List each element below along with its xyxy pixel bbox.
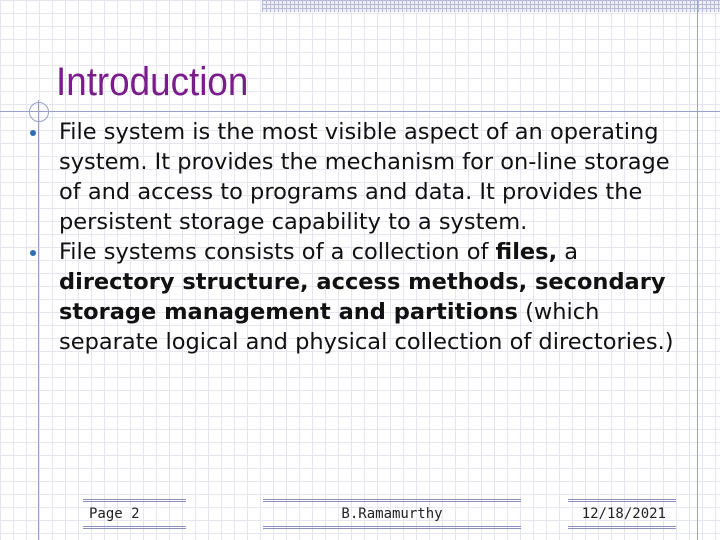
- bullet-item-2: [30, 237, 680, 357]
- footer-date: 12/18/2021: [568, 499, 676, 529]
- bullet-icon: [30, 250, 36, 256]
- bullet-2-bold-files: files,: [495, 239, 558, 265]
- slide-title: Introduction: [56, 60, 249, 104]
- bullet-item-1: [30, 117, 680, 237]
- footer-author: B.Ramamurthy: [263, 499, 521, 529]
- bullet-1-text: File system is the most visible aspect of an operating system. It provides the mechanism for on-line storage of and access to programs and data. It provides the persistent storage capability to a system.: [59, 119, 670, 235]
- bullet-icon: [30, 130, 36, 136]
- bullet-2-seg-3: a: [557, 239, 579, 265]
- footer-page-number: Page 2: [83, 499, 186, 529]
- top-decor-band: [262, 0, 720, 12]
- right-vertical-rule: [697, 0, 698, 540]
- bullet-list: [30, 117, 680, 357]
- bullet-2-seg-1: File systems consists of a collection of: [59, 239, 496, 265]
- horizontal-rule: [0, 111, 720, 112]
- bullet-2-bold-terms: directory structure, access methods, secondary storage management and partitions: [59, 269, 666, 325]
- bullet-2-seg-5: (which separate logical and physical collection of directories.): [59, 299, 674, 355]
